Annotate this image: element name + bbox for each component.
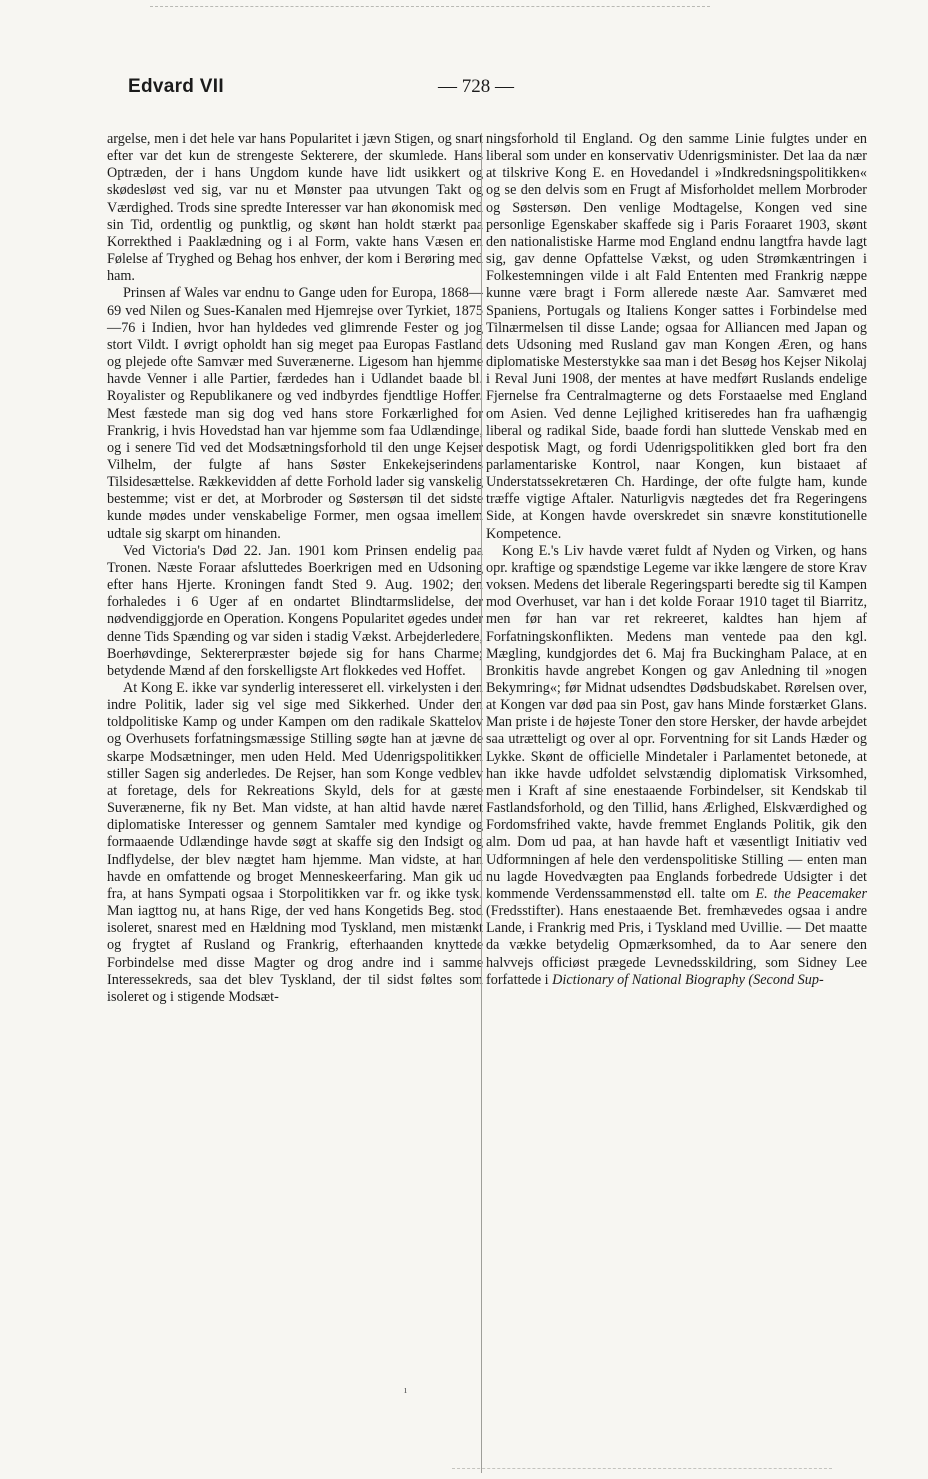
paragraph: ningsforhold til England. Og den samme Linie fulgtes under en liberal som under en konservativ Udenrigsminister. Det laa da nær at tilskrive Kong E. en Hovedandel i »Indkredsningspolitikken« og se den delvis som en Frugt af Misforholdet mellem Morbroder og Søstersøn. Den venlige Modtagelse, Kongen ved sine personlige Egenskaber skaffede sig i Paris Foraaret 1903, skønt den nationalistiske Harme mod England endnu langtfra havde lagt sig, gav denne Opfattelse Vækst, og uden Strømkæntringen i Folkestemningen vilde i alt Fald Ententen med Frankrig næppe kunne være bragt i Form allerede næste Aar. Samværet med Spaniens, Portugals og Italiens Konger sattes i Forbindelse med Tilnærmelsen til disse Lande; ogsaa for Alliancen med Japan og dets Udsoning med Rusland gav man Kongen Æren, og hans diplomatiske Mesterstykke saa man i det Besøg hos Kejser Nikolaj i Reval Juni 1908, der mentes at have medført Ruslands endelige Fjernelse fra Centralmagterne og dets Forstaaelse med England om Asien. Ved denne Lejlighed kritiseredes han fra uafhængig liberal og radikal Side, baade fordi han sluttede Venskab med en despotisk Magt, og fordi Udenrigspolitikken gled bort fra den parlamentariske Kontrol, naar Kongen, kun bistaaet af Understatssekretæren Ch. Hardinge, der ofte fulgte ham, kunde træffe vigtige Aftaler. Naturligvis nægtedes det fra Regeringens Side, at Kongen havde overskredet sin snævre konstitutionelle Kompetence. [486,131,867,542]
right-column [486,131,867,989]
top-scan-rule [150,6,710,7]
paragraph: Ved Victoria's Død 22. Jan. 1901 kom Prinsen endelig paa Tronen. Næste Foraar afsluttedes Boerkrigen med en Udsoning efter hans Hjerte. Kroningen fandt Sted 9. Aug. 1902; den forhaledes i 6 Uger af en ondartet Blindtarmslidelse, der nødvendiggjorde en Operation. Kongens Popularitet øgedes under denne Tids Spænding og var siden i stadig Vækst. Arbejderledere, Boerhøvdinge, Sektererpræster bøjede sig for hans Charme; betydende Mænd af den forskelligste Art flokkedes ved Hoffet. [107,542,483,679]
italic-title: E. the Peacemaker [755,885,867,902]
paragraph [486,543,867,989]
paragraph: argelse, men i det hele var hans Popularitet i jævn Stigen, og snart efter var det kun de strengeste Sekterere, der skumlede. Hans Optræden, der i hans Ungdom kunde have lidt usikkert og skødesløst ved sig, var nu et Mønster paa utvungen Takt og Værdighed. Trods sine spredte Interesser var han økonomisk med sin Tid, ordentlig og punktlig, og skønt han holdt stærkt paa Korrekthed i Paaklædning og i al Form, vakte hans Væsen en Følelse af Tryghed og Behag hos enhver, der kom i Berøring med ham. [107,131,483,285]
stray-mark: ı [404,1384,408,1396]
column-divider [481,133,482,1473]
italic-title: Dictionary of National Biography (Second Sup- [552,971,824,988]
paragraph: At Kong E. ikke var synderlig interesseret ell. virkelysten i den indre Politik, lader sig vel sige med Sikkerhed. Under den toldpolitiske Kamp og under Kampen om den radikale Skattelov og Overhusets forfatningsmæssige Stilling søgte han at jævne de skarpe Modsætninger, men uden Held. Med Udenrigspolitikken stiller Sagen sig anderledes. De Rejser, han som Konge vedblev at foretage, dels for Rekreations Skyld, dels for at gæste Suverænerne, fik ny Bet. Man vidste, at han altid havde næret diplomatiske Interesser og gennem Samtaler med kyndige og formaaende Udlændinge havde søgt at skaffe sig den Indsigt og Indflydelse, der blev nægtet ham hjemme. Man vidste, at han havde en omfattende og broget Menneskeerfaring. Man gik ud fra, at hans Sympati ogsaa i Storpolitikken var fr. og ikke tysk. Man iagttog nu, at hans Rige, der ved hans Kongetids Beg. stod isoleret, snarest med en Hældning mod Tyskland, men mistænkt og frygtet af Rusland og Frankrig, efterhaanden knyttede Forbindelse med disse Magter og drog andre ind i samme Interessekreds, saa det blev Tyskland, der til sidst føltes som isoleret og i stigende Modsæt- [107,680,483,1005]
page-header [128,76,866,106]
left-column [107,131,483,1006]
bottom-scan-rule [452,1468,832,1469]
running-head: Edvard VII [128,76,224,97]
page-number: — 728 — [438,76,514,97]
paragraph-text: Kong E.'s Liv havde været fuldt af Nyden og Virken, og hans opr. kraftige og spændstige Legeme var ikke længere de store Krav voksen. Medens det liberale Regeringsparti beredte sig til Kampen mod Overhuset, var han i det kolde Foraar 1910 taget til Biarritz, men før han var ret rekreeret, kaldtes han hjem af Forfatningskonflikten. Medens man ventede paa den kgl. Mægling, kundgjordes det 6. Maj fra Buckingham Palace, at en Bronkitis havde angrebet Kongen og gav Anledning til »nogen Bekymring«; før Midnat udsendtes Dødsbudskabet. Rørelsen over, at Kongen var død paa sin Post, gav hans Minde forstærket Glans. Man priste i de højeste Toner den store Hersker, der havde arbejdet saa utrætteligt og over al opr. Forventning for sit Lands Hæder og Lykke. Skønt de officielle Mindetaler i Parlamentet betonede, at han ikke havde udfoldet selvstændig diplomatisk Virksomhed, men i Kraft af sine enestaaende Forbindelser, sit Kendskab til Fastlandsforhold, og den Tillid, hans Ærlighed, Elskværdighed og Fordomsfrihed vakte, havde fremmet Englands Politik, gik den alm. Dom ud paa, at han havde haft et væsentligt Initiativ ved Udformningen af hele den verdenspolitiske Stilling — enten man nu lagde Hovedvægten paa Englands forbedrede Udsigter i det kommende Verdenssammenstød ell. talte om [486,542,867,902]
paragraph: Prinsen af Wales var endnu to Gange uden for Europa, 1868—69 ved Nilen og Sues-Kanalen med Hjemrejse over Tyrkiet, 1875—76 i Indien, hvor han hyldedes ved glimrende Fester og jog stort Vildt. I øvrigt opholdt han sig meget paa Europas Fastland og plejede ofte Samvær med Suverænerne. Ligesom han hjemme havde Venner i alle Partier, færdedes han i Udlandet baade bl. Royalister og Republikanere og ved indbyrdes fjendtlige Hoffer. Mest fæstede man sig dog ved hans store Forkærlighed for Frankrig, i hvis Hovedstad han var hjemme som faa Udlændinge, og i senere Tid ved det Modsætningsforhold til den unge Kejser Vilhelm, der fulgte af hans Søster Enkekejserindens Tilsidesættelse. Rækkevidden af dette Forhold lader sig vanskelig bestemme; vist er det, at Morbroder og Søstersøn til det sidste kunde mødes under venskabelige Former, men ogsaa imellem udtale sig skarpt om hinanden. [107,285,483,542]
paragraph-text: (Fredsstifter). Hans enestaaende Bet. fremhævedes ogsaa i andre Lande, i Frankrig med Pris, i Tyskland med Uvillie. — Det maatte da vække betydelig Opmærksomhed, da to Aar senere den halvvejs officiøst prægede Levnedsskildring, som Sidney Lee forfattede i [486,903,867,988]
